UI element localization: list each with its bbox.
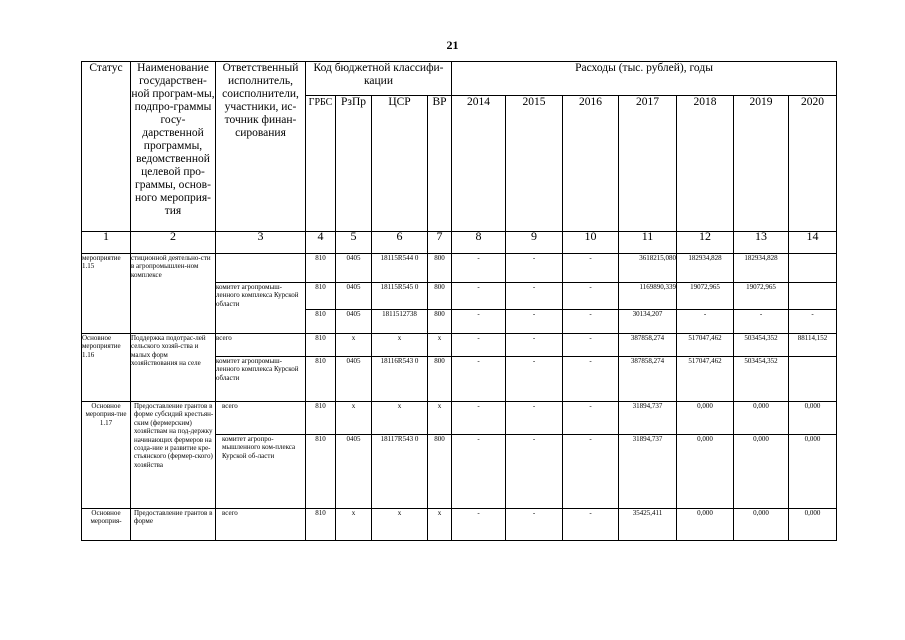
vr-cell: x bbox=[428, 509, 452, 541]
grbs-cell: 810 bbox=[306, 435, 336, 509]
amount-2019-cell: 503454,352 bbox=[734, 357, 789, 402]
grbs-cell: 810 bbox=[306, 254, 336, 283]
header-year-2020: 2020 bbox=[789, 96, 837, 232]
amount-2020-cell: 0,000 bbox=[789, 435, 837, 509]
header-year-2016: 2016 bbox=[563, 96, 619, 232]
grbs-cell: 810 bbox=[306, 310, 336, 334]
amount-2020-cell bbox=[789, 283, 837, 310]
name-cell: стиционной деятельно-сти в агропромышлен-ном комплексе bbox=[131, 254, 216, 334]
amount-2019-cell: 182934,828 bbox=[734, 254, 789, 283]
amount-2017-cell: 3618215,080 bbox=[619, 254, 677, 283]
amount-2017-cell: 31894,737 bbox=[619, 402, 677, 435]
csr-cell: 1811512738 bbox=[372, 310, 428, 334]
amount-2018-cell: 182934,828 bbox=[677, 254, 734, 283]
csr-cell: 18115R544 0 bbox=[372, 254, 428, 283]
amount-2017-cell: 30134,207 bbox=[619, 310, 677, 334]
amount-2019-cell: - bbox=[734, 310, 789, 334]
csr-cell: 18115R545 0 bbox=[372, 283, 428, 310]
name-cell: Поддержка подотрас-лей сельского хозяй-ства и малых форм хозяйствования на селе bbox=[131, 334, 216, 402]
amount-2016-cell: - bbox=[563, 402, 619, 435]
column-number: 2 bbox=[131, 232, 216, 254]
amount-2018-cell: - bbox=[677, 310, 734, 334]
grbs-cell: 810 bbox=[306, 334, 336, 357]
amount-2017-cell: 1169890,339 bbox=[619, 283, 677, 310]
budget-table bbox=[81, 61, 837, 541]
responsible-cell: всего bbox=[216, 334, 306, 357]
table-row bbox=[82, 509, 837, 541]
header-vr: ВР bbox=[428, 96, 452, 232]
amount-2016-cell: - bbox=[563, 435, 619, 509]
column-number: 4 bbox=[306, 232, 336, 254]
column-number: 1 bbox=[82, 232, 131, 254]
grbs-cell: 810 bbox=[306, 357, 336, 402]
amount-2014-cell: - bbox=[452, 254, 506, 283]
rzpr-cell: 0405 bbox=[336, 254, 372, 283]
vr-cell: x bbox=[428, 334, 452, 357]
responsible-cell: всего bbox=[216, 402, 306, 435]
vr-cell: 800 bbox=[428, 254, 452, 283]
amount-2017-cell: 35425,411 bbox=[619, 509, 677, 541]
grbs-cell: 810 bbox=[306, 509, 336, 541]
amount-2020-cell: 0,000 bbox=[789, 402, 837, 435]
amount-2019-cell: 19072,965 bbox=[734, 283, 789, 310]
responsible-cell: комитет агропромыш-ленного комплекса Курской области bbox=[216, 357, 306, 402]
amount-2020-cell bbox=[789, 357, 837, 402]
amount-2016-cell: - bbox=[563, 310, 619, 334]
amount-2016-cell: - bbox=[563, 283, 619, 310]
amount-2018-cell: 517047,462 bbox=[677, 357, 734, 402]
responsible-cell bbox=[216, 254, 306, 283]
amount-2017-cell: 387858,274 bbox=[619, 334, 677, 357]
amount-2020-cell: - bbox=[789, 310, 837, 334]
column-number: 10 bbox=[563, 232, 619, 254]
status-cell: Основное мероприя-тие 1.17 bbox=[82, 402, 131, 509]
amount-2019-cell: 0,000 bbox=[734, 435, 789, 509]
amount-2020-cell: 0,000 bbox=[789, 509, 837, 541]
amount-2015-cell: - bbox=[506, 435, 563, 509]
column-number-row bbox=[82, 232, 837, 254]
header-rzpr: РзПр bbox=[336, 96, 372, 232]
page-number: 21 bbox=[446, 38, 459, 52]
vr-cell: 800 bbox=[428, 310, 452, 334]
status-cell: Основное мероприятие 1.16 bbox=[82, 334, 131, 402]
column-number: 12 bbox=[677, 232, 734, 254]
amount-2014-cell: - bbox=[452, 310, 506, 334]
responsible-cell: всего bbox=[216, 509, 306, 541]
amount-2017-cell: 387858,274 bbox=[619, 357, 677, 402]
amount-2018-cell: 19072,965 bbox=[677, 283, 734, 310]
grbs-cell: 810 bbox=[306, 402, 336, 435]
csr-cell: x bbox=[372, 402, 428, 435]
rzpr-cell: 0405 bbox=[336, 435, 372, 509]
column-number: 5 bbox=[336, 232, 372, 254]
amount-2014-cell: - bbox=[452, 357, 506, 402]
amount-2015-cell: - bbox=[506, 402, 563, 435]
amount-2016-cell: - bbox=[563, 254, 619, 283]
amount-2014-cell: - bbox=[452, 334, 506, 357]
amount-2020-cell bbox=[789, 254, 837, 283]
rzpr-cell: x bbox=[336, 334, 372, 357]
header-csr: ЦСР bbox=[372, 96, 428, 232]
column-number: 13 bbox=[734, 232, 789, 254]
vr-cell: 800 bbox=[428, 435, 452, 509]
amount-2018-cell: 517047,462 bbox=[677, 334, 734, 357]
amount-2015-cell: - bbox=[506, 334, 563, 357]
column-number: 9 bbox=[506, 232, 563, 254]
status-cell: Основное мероприя- bbox=[82, 509, 131, 541]
amount-2018-cell: 0,000 bbox=[677, 509, 734, 541]
responsible-cell: комитет агропромыш-ленного комплекса Курской области bbox=[216, 283, 306, 334]
grbs-cell: 810 bbox=[306, 283, 336, 310]
amount-2019-cell: 503454,352 bbox=[734, 334, 789, 357]
header-responsible: Ответственный исполнитель, соисполнители, участники, ис-точник финан-сирования bbox=[216, 62, 306, 232]
vr-cell: 800 bbox=[428, 357, 452, 402]
header-status: Статус bbox=[82, 62, 131, 232]
amount-2014-cell: - bbox=[452, 509, 506, 541]
rzpr-cell: x bbox=[336, 402, 372, 435]
header-name: Наименование государствен-ной програм-мы, подпро-граммы госу-дарственной программы, ведомственной целевой про-граммы, основ-ного мероприя-тия bbox=[131, 62, 216, 232]
amount-2015-cell: - bbox=[506, 254, 563, 283]
column-number: 11 bbox=[619, 232, 677, 254]
vr-cell: x bbox=[428, 402, 452, 435]
amount-2018-cell: 0,000 bbox=[677, 402, 734, 435]
name-cell: Предоставление грантов в форме субсидий крестьян-ским (фермерским) хозяйствам на под-держку начинающих фермеров на созда-ние и развитие кре-стьянского (фермер-ского) хозяйства bbox=[131, 402, 216, 509]
header-expenses: Расходы (тыс. рублей), годы bbox=[452, 62, 837, 96]
rzpr-cell: 0405 bbox=[336, 283, 372, 310]
vr-cell: 800 bbox=[428, 283, 452, 310]
header-year-2019: 2019 bbox=[734, 96, 789, 232]
column-number: 3 bbox=[216, 232, 306, 254]
rzpr-cell: x bbox=[336, 509, 372, 541]
table-row bbox=[82, 402, 837, 435]
column-number: 6 bbox=[372, 232, 428, 254]
amount-2019-cell: 0,000 bbox=[734, 509, 789, 541]
amount-2015-cell: - bbox=[506, 357, 563, 402]
header-year-2018: 2018 bbox=[677, 96, 734, 232]
amount-2016-cell: - bbox=[563, 334, 619, 357]
amount-2020-cell: 88114,152 bbox=[789, 334, 837, 357]
amount-2014-cell: - bbox=[452, 402, 506, 435]
amount-2015-cell: - bbox=[506, 283, 563, 310]
amount-2019-cell: 0,000 bbox=[734, 402, 789, 435]
csr-cell: 18117R543 0 bbox=[372, 435, 428, 509]
csr-cell: 18116R543 0 bbox=[372, 357, 428, 402]
amount-2014-cell: - bbox=[452, 283, 506, 310]
amount-2015-cell: - bbox=[506, 310, 563, 334]
column-number: 7 bbox=[428, 232, 452, 254]
rzpr-cell: 0405 bbox=[336, 357, 372, 402]
responsible-cell: комитет агропро-мышленного ком-плекса Курской об-ласти bbox=[216, 435, 306, 509]
csr-cell: x bbox=[372, 509, 428, 541]
csr-cell: x bbox=[372, 334, 428, 357]
amount-2017-cell: 31894,737 bbox=[619, 435, 677, 509]
table-row bbox=[82, 334, 837, 357]
header-year-2017: 2017 bbox=[619, 96, 677, 232]
name-cell: Предоставление грантов в форме bbox=[131, 509, 216, 541]
amount-2014-cell: - bbox=[452, 435, 506, 509]
amount-2018-cell: 0,000 bbox=[677, 435, 734, 509]
status-cell: мероприятие 1.15 bbox=[82, 254, 131, 334]
header-grbs: ГРБС bbox=[306, 96, 336, 232]
column-number: 8 bbox=[452, 232, 506, 254]
header-year-2015: 2015 bbox=[506, 96, 563, 232]
header-year-2014: 2014 bbox=[452, 96, 506, 232]
rzpr-cell: 0405 bbox=[336, 310, 372, 334]
amount-2016-cell: - bbox=[563, 357, 619, 402]
column-number: 14 bbox=[789, 232, 837, 254]
header-budget-code: Код бюджетной классифи-кации bbox=[306, 62, 452, 96]
amount-2015-cell: - bbox=[506, 509, 563, 541]
table-row bbox=[82, 254, 837, 283]
amount-2016-cell: - bbox=[563, 509, 619, 541]
